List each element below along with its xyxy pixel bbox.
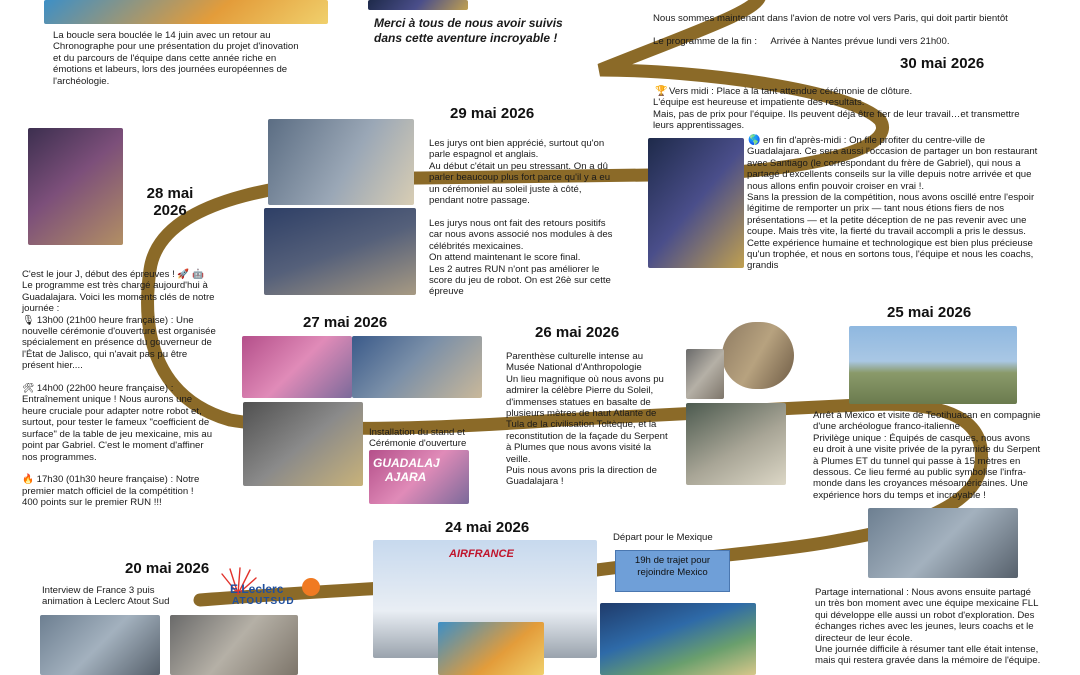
date-27-mai: 27 mai 2026 xyxy=(303,314,388,331)
date-26-mai: 26 mai 2026 xyxy=(535,324,620,341)
date-20-mai: 20 mai 2026 xyxy=(125,560,210,577)
photo-day29-bottom xyxy=(264,208,416,295)
date-28-line1: 28 mai xyxy=(146,185,194,202)
photo-day27-stand xyxy=(243,402,363,486)
day30-noon-text: Vers midi : Place à la tant attendue cérémonie de clôture. L'équipe est heureuse et impatiente des resultats. Mais, pas de prix pour l'équipe. Ils peuvent déjà être fier de leur travail…et transmettre leurs apprentissages. xyxy=(653,86,1020,132)
photo-day26-team xyxy=(686,403,786,485)
day28-text: C'est le jour J, début des épreuves ! 🚀 🤖 Le programme est très chargé aujourd'hui à Guadalajara. Voici les moments clés de notre journée : 🎙 13h00 (21h00 heure française) : Une nouvelle cérémonie d'ouverture est organisée spécialement en présence du gouverneur de l'État de Jalisco, qui n'avait pas pu être présent hier.... 🛠 14h00 (22h00 heure française) : Entraînement unique ! Nous aurons une heure cruciale pour adapter notre robot et, surtout, pour tester le fameux "coefficient de surface" de la table de jeu mexicaine, mis au point par Gabriel. C'est le moment d'affiner nos programmes. 🔥 17h30 (01h30 heure française) : Notre premier match officiel de la compétition ! 400 points sur le premier RUN !!! xyxy=(22,269,216,509)
photo-day24-lego xyxy=(438,622,544,675)
leclerc-logo-line1: E.Leclerc xyxy=(230,582,284,596)
day25-partage-text: Partage international : Nous avons ensuite partagé un très bon moment avec une équipe mexicaine FLL qui développe elle aussi un robot d'exploration. Des échanges riches avec les jeunes, leurs coachs et le directeur de leur école. Une journée difficile à résumer tant elle était intense, mais qui restera gravée dans la mémoire de l'équipe. xyxy=(815,587,1041,667)
photo-day20-animation xyxy=(170,615,298,675)
photo-day29-top xyxy=(268,119,414,205)
day20-text: Interview de France 3 puis animation à Leclerc Atout Sud xyxy=(42,585,170,608)
photo-top-left xyxy=(44,0,328,24)
programme-label: Le programme de la fin : xyxy=(653,36,757,48)
airline-label: AIRFRANCE xyxy=(449,548,514,560)
day24-travel-box xyxy=(615,550,730,592)
leclerc-logo xyxy=(218,566,328,610)
trophy-icon: 🏆 xyxy=(655,86,668,97)
programme-value: Arrivée à Nantes prévue lundi vers 21h00. xyxy=(770,36,950,48)
plane-text: Nous sommes maintenant dans l'avion de notre vol vers Paris, qui doit partir bientôt xyxy=(653,13,1008,24)
photo-day28 xyxy=(28,128,123,245)
date-30-mai: 30 mai 2026 xyxy=(900,55,985,72)
leclerc-logo-line2: ATOUTSUD xyxy=(232,596,295,607)
thanks-text: Merci à tous de nous avoir suivis dans cette aventure incroyable ! xyxy=(374,16,563,45)
photo-day26-facade xyxy=(686,349,724,399)
banner-word1: GUADALAJ xyxy=(373,456,440,470)
day24-box-text: 19h de trajet pour rejoindre Mexico xyxy=(634,555,711,578)
photo-day27-banner xyxy=(369,450,469,504)
day29-text-2: Les jurys nous ont fait des retours positifs car nous avons associé nos modules à des célébrités mexicaines. On attend maintenant le score final. Les 2 autres RUN n'ont pas améliorer le score du jeu de robot. On est 26è sur cette épreuve xyxy=(429,218,613,298)
photo-day26-sunstone xyxy=(722,322,794,389)
photo-day27-stage xyxy=(242,336,352,398)
photo-day20-interview xyxy=(40,615,160,675)
date-24-mai: 24 mai 2026 xyxy=(445,519,530,536)
date-28-mai xyxy=(142,185,198,219)
photo-top-center xyxy=(368,0,468,10)
photo-day24-map xyxy=(600,603,756,675)
day30-afternoon-text: en fin d'après-midi : On file profiter du centre-ville de Guadalajara. Ce sera aussi l'occasion de partager un bon restaurant avec Santiago (le correspondant du frère de Gabriel), qui nous a partagé d'excellents conseils sur la ville depuis notre arrivée et que nous allons enfin pouvoir croiser en vrai !. Sans la pression de la compétition, nous avons oscillé entre l'espoir légitime de remporter un prix — tant nous étions fiers de nos présentations — et la petite déception de ne pas revenir avec une coupe. Mais très vite, la fierté du travail accompli a pris le dessus. Cette expérience humaine et technologique est bien plus précieuse qu'un trophée, et nous en sortons tous, l'équipe et nous les coachs, grandis xyxy=(747,135,1038,272)
day25-text: Arrêt à Mexico et visite de Teotihuacan en compagnie d'une archéologue franco-italienne Privilège unique : Équipés de casques, nous avons eu droit à une visite privée de la pyramide du Serpent à Plumes ET du tunnel qui passe à 15 mètres en dessous. Ce lieu fermé au public symbolise l'infra- monde dans les croyances mésoaméricaines. Une expérience hors du temps et incroyable ! xyxy=(813,410,1041,501)
day29-text-1: Les jurys ont bien apprécié, surtout qu'on parle espagnol et anglais. Au début c'était un peu stressant. On a dû parler beaucoup plus fort parce qu'il y a eu un cérémoniel au soleil juste à côté, pendant notre passage. xyxy=(429,138,611,207)
globe-icon: 🌎 xyxy=(748,135,761,146)
day27-caption: Installation du stand et Cérémonie d'ouverture xyxy=(369,427,467,450)
programme-line xyxy=(653,25,1073,48)
leclerc-circle-icon xyxy=(302,578,320,596)
photo-day30 xyxy=(648,138,744,268)
intro-text: La boucle sera bouclée le 14 juin avec un retour au Chronographe pour une présentation du projet d'inovation et du parcours de l'équipe dans cette année riche en émotions et labeurs, lors des journées européennes de l'archéologie. xyxy=(53,30,299,87)
date-25-mai: 25 mai 2026 xyxy=(887,304,972,321)
photo-day25-group xyxy=(868,508,1018,578)
date-29-mai: 29 mai 2026 xyxy=(450,105,535,122)
day24-depart-label: Départ pour le Mexique xyxy=(613,532,713,543)
photo-day25-teotihuacan xyxy=(849,326,1017,404)
day26-text: Parenthèse culturelle intense au Musée National d'Anthropologie Un lieu magnifique où nous avons pu admirer la célèbre Pierre du Soleil, d'immenses statues en basalte de plusieurs mètres de haut Atlante de Tula de la civilisation Toltèque, et la reconstitution de la façade du Serpent à Plumes que nous avons visité la veille. Puis nous avons pris la direction de Guadalajara ! xyxy=(506,351,668,488)
banner-word2: AJARA xyxy=(385,470,427,484)
date-28-line2: 2026 xyxy=(153,202,187,219)
photo-day27-crowd xyxy=(352,336,482,398)
